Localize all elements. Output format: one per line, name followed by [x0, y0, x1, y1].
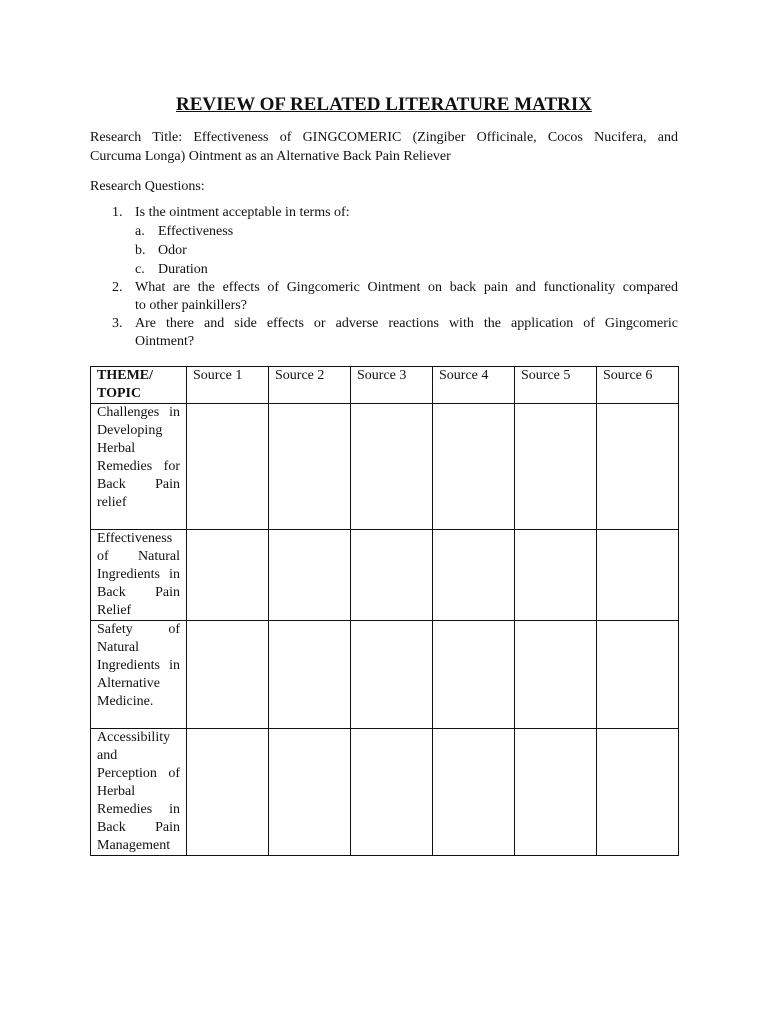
- source-cell: [187, 729, 269, 856]
- sub-item-letter: a.: [135, 224, 145, 239]
- header-source-4: Source 4: [433, 367, 515, 404]
- sub-item: [135, 260, 678, 279]
- header-source-2: Source 2: [269, 367, 351, 404]
- source-cell: [433, 729, 515, 856]
- source-cell: [515, 530, 597, 621]
- source-cell: [187, 404, 269, 530]
- question-number: 1.: [112, 205, 123, 220]
- research-questions-list: [90, 204, 678, 351]
- source-cell: [433, 530, 515, 621]
- sub-item-text: Odor: [158, 243, 187, 258]
- document-page: [90, 92, 678, 351]
- source-cell: [269, 621, 351, 729]
- sub-item-text: Duration: [158, 262, 208, 277]
- source-cell: [433, 621, 515, 729]
- question-text-line-2: Ointment?: [135, 334, 195, 349]
- source-cell: [515, 621, 597, 729]
- table-row: [91, 729, 679, 856]
- source-cell: [269, 404, 351, 530]
- research-title: [90, 128, 678, 166]
- topic-cell: Challenges in Developing Herbal Remedies for Back Pain relief: [91, 404, 187, 530]
- source-cell: [269, 530, 351, 621]
- question-item: [90, 279, 678, 315]
- question-text-line-1: Are there and side effects or adverse reactions with the application of Gingcomeric: [135, 316, 678, 331]
- question-text: Is the ointment acceptable in terms of:: [135, 205, 350, 220]
- header-source-1: Source 1: [187, 367, 269, 404]
- question-number: 3.: [112, 316, 123, 331]
- source-cell: [597, 729, 679, 856]
- header-source-5: Source 5: [515, 367, 597, 404]
- research-title-line-1: Research Title: Effectiveness of GINGCOMERIC (Zingiber Officinale, Cocos Nucifera, and: [90, 130, 678, 145]
- header-theme-topic: THEME/ TOPIC: [91, 367, 187, 404]
- sub-item-letter: c.: [135, 262, 145, 277]
- question-item: [90, 204, 678, 279]
- topic-cell: Safety of Natural Ingredients in Alternative Medicine.: [91, 621, 187, 729]
- question-item: [90, 315, 678, 351]
- source-cell: [351, 530, 433, 621]
- table-row: [91, 404, 679, 530]
- research-questions-heading: Research Questions:: [90, 179, 205, 194]
- research-title-line-2: Curcuma Longa) Ointment as an Alternative Back Pain Reliever: [90, 149, 451, 164]
- source-cell: [597, 530, 679, 621]
- question-number: 2.: [112, 280, 123, 295]
- source-cell: [597, 404, 679, 530]
- source-cell: [187, 530, 269, 621]
- literature-matrix-table: [90, 366, 679, 856]
- source-cell: [515, 404, 597, 530]
- sub-item: [135, 241, 678, 260]
- source-cell: [351, 729, 433, 856]
- question-text-line-2: to other painkillers?: [135, 298, 247, 313]
- source-cell: [351, 621, 433, 729]
- source-cell: [187, 621, 269, 729]
- question-text-line-1: What are the effects of Gingcomeric Ointment on back pain and functionality compared: [135, 280, 678, 295]
- sub-item: [135, 222, 678, 241]
- source-cell: [433, 404, 515, 530]
- topic-cell: Accessibility and Perception of Herbal Remedies in Back Pain Management: [91, 729, 187, 856]
- topic-cell: Effectiveness of Natural Ingredients in Back Pain Relief: [91, 530, 187, 621]
- sub-item-letter: b.: [135, 243, 146, 258]
- source-cell: [515, 729, 597, 856]
- header-source-3: Source 3: [351, 367, 433, 404]
- sub-item-text: Effectiveness: [158, 224, 234, 239]
- source-cell: [351, 404, 433, 530]
- table-header-row: [91, 367, 679, 404]
- table-row: [91, 530, 679, 621]
- table-row: [91, 621, 679, 729]
- document-title: REVIEW OF RELATED LITERATURE MATRIX: [176, 94, 592, 115]
- source-cell: [597, 621, 679, 729]
- header-source-6: Source 6: [597, 367, 679, 404]
- question-sub-list: [135, 222, 678, 279]
- source-cell: [269, 729, 351, 856]
